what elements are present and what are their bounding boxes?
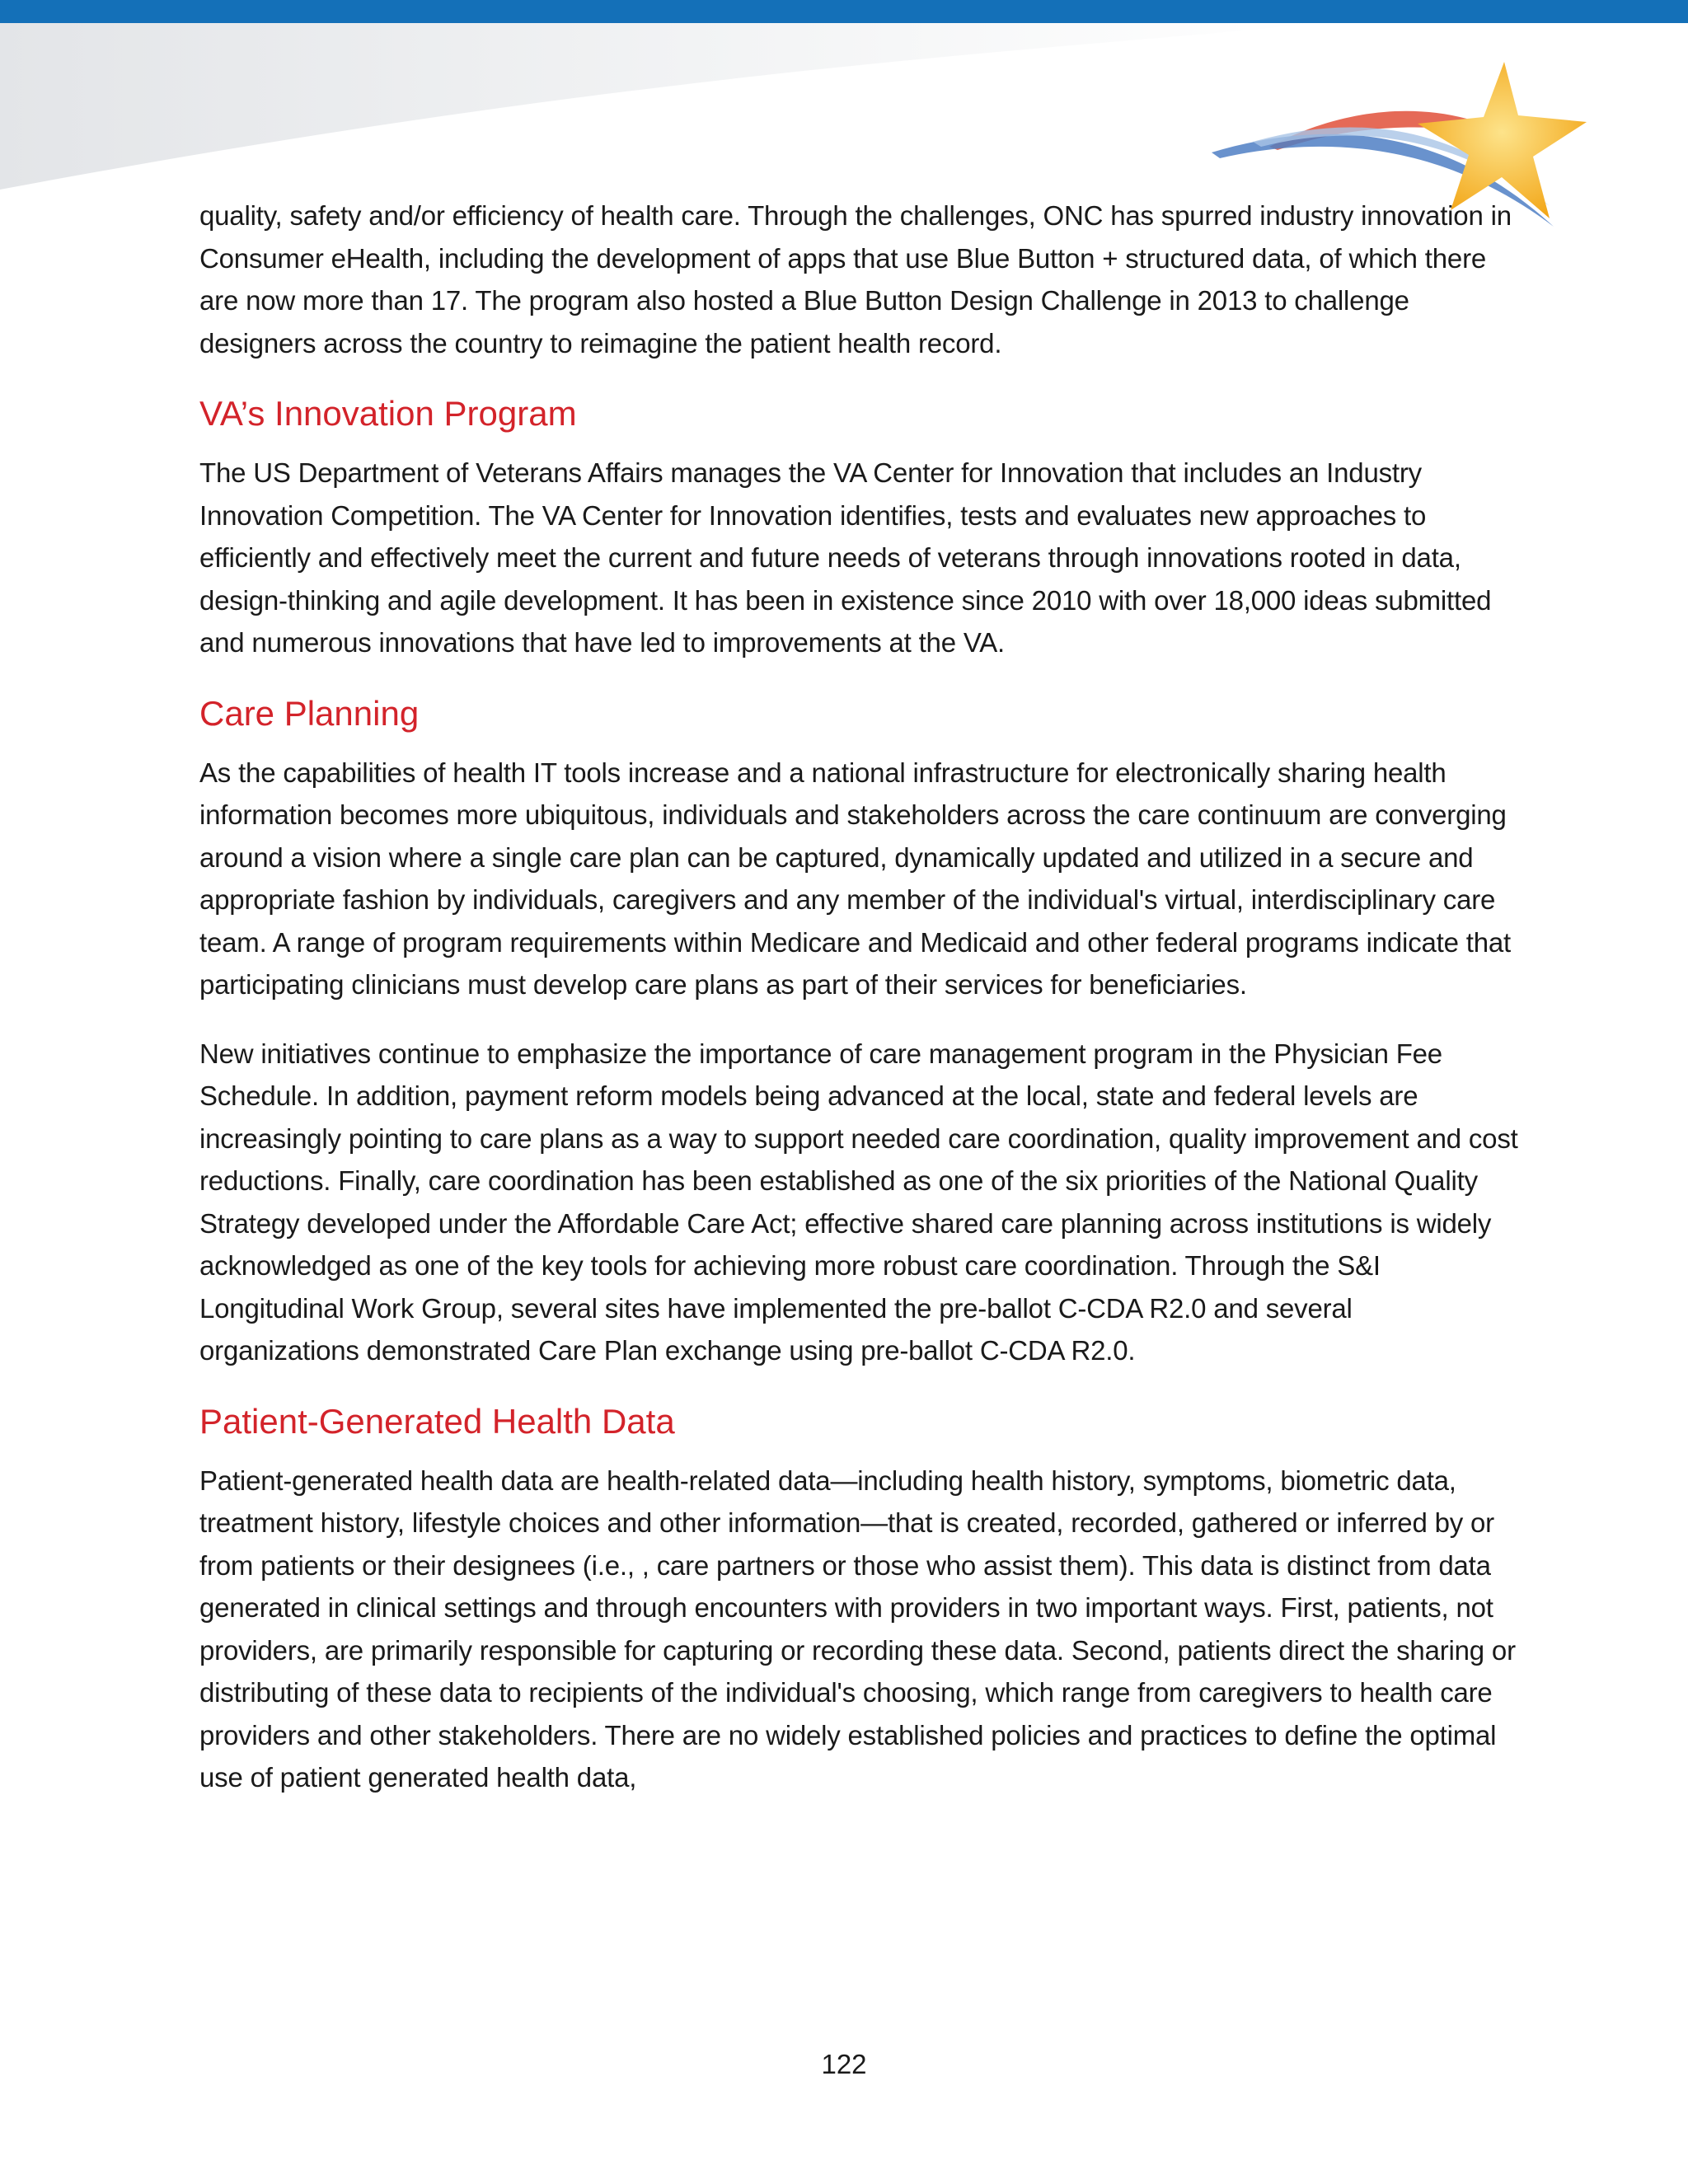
document-body <box>199 194 1518 1825</box>
care-planning-paragraph-2: New initiatives continue to emphasize the importance of care management program in the Physician Fee Schedule. In addition, payment reform models being advanced at the local, state and federal levels are increasingly pointing to care plans as a way to support needed care coordination, quality improvement and cost reductions. Finally, care coordination has been established as one of the six priorities of the National Quality Strategy developed under the Affordable Care Act; effective shared care planning across institutions is widely acknowledged as one of the key tools for achieving more robust care coordination. Through the S&I Longitudinal Work Group, several sites have implemented the pre-ballot C-CDA R2.0 and several organizations demonstrated Care Plan exchange using pre-ballot C-CDA R2.0. <box>199 1038 1518 1366</box>
section-heading-patient-generated-data: Patient-Generated Health Data <box>199 1401 675 1441</box>
section-heading-va-innovation: VA’s Innovation Program <box>199 394 577 433</box>
grey-swoosh-background <box>0 23 1319 190</box>
section-heading-care-planning: Care Planning <box>199 693 420 733</box>
care-planning-paragraph-1: As the capabilities of health IT tools increase and a national infrastructure for electronically sharing health information becomes more ubiquitous, individuals and stakeholders across the care continuum are converging around a vision where a single care plan can be captured, dynamically updated and utilized in a secure and appropriate fashion by individuals, caregivers and any member of the individual's virtual, interdisciplinary care team. A range of program requirements within Medicare and Medicaid and other federal programs indicate that participating clinicians must develop care plans as part of their services for beneficiaries. <box>199 757 1511 1000</box>
intro-paragraph: quality, safety and/or efficiency of health care. Through the challenges, ONC has spurred industry innovation in Consumer eHealth, including the development of apps that use Blue Button + structured data, of which there are now more than 17. The program also hosted a Blue Button Design Challenge in 2013 to challenge designers across the country to reimagine the patient health record. <box>199 200 1512 359</box>
va-innovation-paragraph: The US Department of Veterans Affairs manages the VA Center for Innovation that includes an Industry Innovation Competition. The VA Center for Innovation identifies, tests and evaluates new approaches to efficiently and effectively meet the current and future needs of veterans through innovations rooted in data, design-thinking and agile development. It has been in existence since 2010 with over 18,000 ideas submitted and numerous innovations that have led to improvements at the VA. <box>199 457 1492 658</box>
patient-generated-data-paragraph: Patient-generated health data are health-related data—including health history, symptoms, biometric data, treatment history, lifestyle choices and other information—that is created, recorded, gathered or inferred by or from patients or their designees (i.e., , care partners or those who assist them). This data is distinct from data generated in clinical settings and through encounters with providers in two important ways. First, patients, not providers, are primarily responsible for capturing or recording these data. Second, patients direct the sharing or distributing of these data to recipients of the individual's choosing, which range from caregivers to health care providers and other stakeholders. There are no widely established policies and practices to define the optimal use of patient generated health data, <box>199 1465 1516 1793</box>
page-number: 122 <box>821 2049 867 2079</box>
